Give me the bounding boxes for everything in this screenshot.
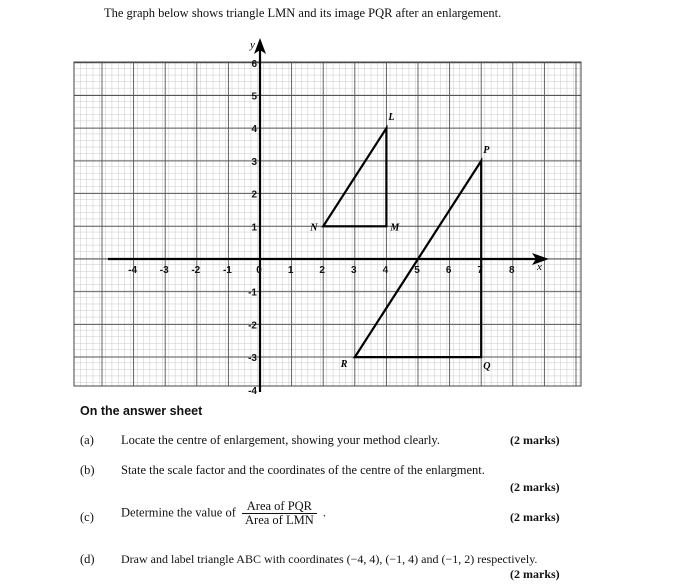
x-tick-label: -3 xyxy=(159,265,169,276)
vertex-label-p: P xyxy=(483,144,490,156)
question-letter: (a) xyxy=(80,433,94,447)
x-tick-label: 3 xyxy=(351,265,357,276)
question-text: Locate the centre of enlargement, showing your method clearly. xyxy=(121,433,440,447)
x-tick-label: 7 xyxy=(477,265,483,276)
y-tick-label: 2 xyxy=(251,189,257,201)
intro-text: The graph below shows triangle LMN and its image PQR after an enlargement. xyxy=(104,6,502,20)
x-tick-label: 0 xyxy=(256,265,262,276)
y-tick-label: -4 xyxy=(248,385,257,397)
y-axis-label: y xyxy=(250,39,255,51)
y-tick-label: 5 xyxy=(251,91,257,103)
y-tick-label: 4 xyxy=(251,124,257,136)
y-tick-label: 6 xyxy=(251,58,257,70)
x-tick-label: 4 xyxy=(382,265,389,276)
y-tick-label: -3 xyxy=(248,353,257,365)
question-text xyxy=(121,500,326,527)
question-letter: (b) xyxy=(80,463,95,477)
question-letter: (d) xyxy=(80,552,95,566)
vertex-label-l: L xyxy=(388,112,395,124)
question-text: Draw and label triangle ABC with coordinates (−4, 4), (−1, 4) and (−1, 2) respectively. xyxy=(121,552,538,566)
question-marks: (2 marks) xyxy=(510,567,560,581)
x-tick-label: -2 xyxy=(191,265,201,276)
question-text: State the scale factor and the coordinates of the centre of the enlargment. xyxy=(121,463,485,477)
y-tick-label: -2 xyxy=(248,320,257,332)
vertex-label-m: M xyxy=(390,222,400,234)
question-text-lead: Determine the value of xyxy=(121,505,236,520)
question-text-end: . xyxy=(322,505,326,520)
vertex-label-n: N xyxy=(310,222,318,234)
question-marks: (2 marks) xyxy=(510,433,560,447)
answer-sheet-heading: On the answer sheet xyxy=(80,404,203,418)
vertex-label-r: R xyxy=(340,359,348,371)
question-marks: (2 marks) xyxy=(510,510,560,524)
x-axis-label: x xyxy=(537,261,542,273)
x-tick-label: 8 xyxy=(509,265,515,276)
y-tick-label: -1 xyxy=(248,287,257,299)
area-fraction xyxy=(242,500,317,527)
vertex-label-q: Q xyxy=(483,361,491,373)
x-tick-label: 6 xyxy=(445,265,452,276)
x-tick-label: 1 xyxy=(287,265,294,276)
y-tick-label: 3 xyxy=(251,156,257,168)
fraction-numerator: Area of PQR xyxy=(242,500,317,514)
question-letter: (c) xyxy=(80,510,94,524)
x-tick-label: -4 xyxy=(128,265,138,276)
fraction-denominator: Area of LMN xyxy=(245,513,314,527)
question-marks: (2 marks) xyxy=(510,480,560,494)
x-tick-label: 2 xyxy=(319,265,325,276)
y-tick-label: 1 xyxy=(251,222,257,234)
x-tick-label: 5 xyxy=(414,265,420,276)
x-tick-label: -1 xyxy=(222,265,232,276)
